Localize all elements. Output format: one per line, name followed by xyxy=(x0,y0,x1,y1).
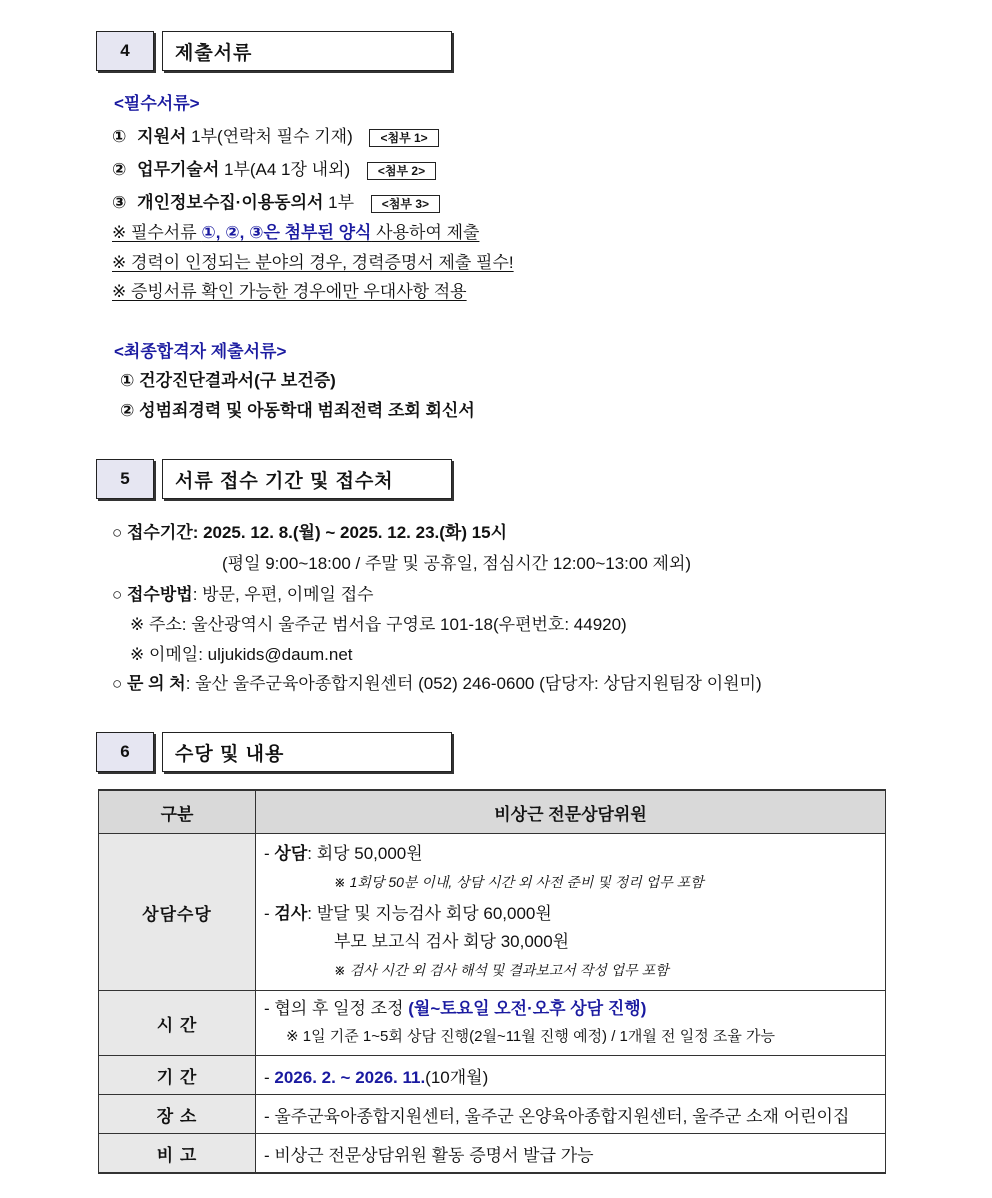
test-fee: : 발달 및 지능검사 회당 60,000원 xyxy=(307,904,552,923)
row-label-remarks: 비 고 xyxy=(99,1134,256,1174)
allowance-table xyxy=(98,789,886,1174)
row-content-remarks: - 비상근 전문상담위원 활동 증명서 발급 가능 xyxy=(256,1134,886,1174)
section-4-title: 제출서류 xyxy=(162,31,452,71)
counsel-label: 상담 xyxy=(274,844,308,863)
section-5-title: 서류 접수 기간 및 접수처 xyxy=(162,459,452,499)
required-item-2 xyxy=(112,155,436,180)
attachment-tag: <첨부 3> xyxy=(371,195,440,213)
period-months: (10개월) xyxy=(425,1067,489,1087)
test-label: 검사 xyxy=(274,904,308,923)
test-note: ※ 검사 시간 외 검사 해석 및 결과보고서 작성 업무 포함 xyxy=(334,962,669,978)
period-label: ○ 접수기간 xyxy=(112,523,193,542)
item-text: 성범죄경력 및 아동학대 범죄전력 조회 회신서 xyxy=(139,401,475,420)
email-note: ※ 이메일: uljukids@daum.net xyxy=(130,645,353,664)
row-label-time: 시 간 xyxy=(99,991,256,1056)
section-4-number: 4 xyxy=(96,31,154,71)
table-row-remarks xyxy=(99,1134,886,1174)
table-row-time xyxy=(99,991,886,1056)
item-name: 개인정보수집·이용동의서 xyxy=(137,193,324,212)
row-content-place: - 울주군육아종합지원센터, 울주군 온양육아종합지원센터, 울주군 소재 어린이집 xyxy=(256,1095,886,1134)
note-highlight: ①, ②, ③은 첨부된 양식 xyxy=(201,223,372,242)
time-note: ※ 1일 기준 1~5회 상담 진행(2월~11월 진행 예정) / 1개월 전 일정 조율 가능 xyxy=(286,1028,775,1045)
required-docs-header: <필수서류> xyxy=(114,94,200,113)
item-text: 건강진단결과서(구 보건증) xyxy=(139,371,336,390)
method-row xyxy=(112,580,374,605)
contact-row xyxy=(112,669,762,694)
time-line xyxy=(264,995,884,1023)
item-mark: ② xyxy=(120,401,135,420)
row-label-period: 기 간 xyxy=(99,1056,256,1095)
table-row-period xyxy=(99,1056,886,1095)
section-5-number: 5 xyxy=(96,459,154,499)
note-text: 사용하여 제출 xyxy=(371,223,480,242)
dash: - xyxy=(264,904,275,923)
header-position: 비상근 전문상담위원 xyxy=(256,790,886,834)
item-desc: 1부 xyxy=(323,193,355,212)
item-mark: ① xyxy=(112,127,127,146)
note-career-certificate: ※ 경력이 인정되는 분야의 경우, 경력증명서 제출 필수! xyxy=(112,253,514,272)
table-header-row xyxy=(99,790,886,834)
attachment-tag: <첨부 2> xyxy=(367,162,436,180)
parent-test-fee: 부모 보고식 검사 회당 30,000원 xyxy=(334,932,570,951)
address-note: ※ 주소: 울산광역시 울주군 범서읍 구영로 101-18(우편번호: 44920) xyxy=(130,615,627,634)
period-note: (평일 9:00~18:00 / 주말 및 공휴일, 점심시간 12:00~13:00 제외) xyxy=(222,554,692,573)
section-6-number: 6 xyxy=(96,732,154,772)
header-category: 구분 xyxy=(99,790,256,834)
row-content-period xyxy=(256,1056,886,1095)
dash: - xyxy=(264,844,275,863)
item-mark: ③ xyxy=(112,193,127,212)
time-highlight: (월~토요일 오전·오후 상담 진행) xyxy=(408,999,647,1018)
counsel-note: ※ 1회당 50분 이내, 상담 시간 외 사전 준비 및 정리 업무 포함 xyxy=(334,874,704,890)
period-value: : 2025. 12. 8.(월) ~ 2025. 12. 23.(화) 15시 xyxy=(192,523,508,542)
item-mark: ② xyxy=(112,160,127,179)
final-docs-header: <최종합격자 제출서류> xyxy=(114,342,287,361)
contact-value: : 울산 울주군육아종합지원센터 (052) 246-0600 (담당자: 상담지원팀장 이원미) xyxy=(185,674,762,693)
counsel-fee-line xyxy=(264,840,884,868)
time-text: - 협의 후 일정 조정 xyxy=(264,999,409,1018)
item-mark: ① xyxy=(120,371,135,390)
row-label-place: 장 소 xyxy=(99,1095,256,1134)
final-item-1 xyxy=(120,366,336,391)
item-name: 업무기술서 xyxy=(137,160,220,179)
note-text: ※ 필수서류 xyxy=(112,223,202,242)
test-fee-line xyxy=(264,900,884,928)
period-row xyxy=(112,518,507,543)
counsel-fee: : 회당 50,000원 xyxy=(307,844,423,863)
section-6-title: 수당 및 내용 xyxy=(162,732,452,772)
dash: - xyxy=(264,1067,275,1087)
row-content-time xyxy=(256,991,886,1056)
item-desc: 1부(A4 1장 내외) xyxy=(219,160,351,179)
row-label-allowance: 상담수당 xyxy=(99,834,256,991)
required-item-1 xyxy=(112,122,439,147)
final-item-2 xyxy=(120,396,475,421)
note-required-forms xyxy=(112,218,479,243)
note-preference-proof: ※ 증빙서류 확인 가능한 경우에만 우대사항 적용 xyxy=(112,282,467,301)
period-highlight: 2026. 2. ~ 2026. 11. xyxy=(274,1067,426,1087)
row-content-allowance xyxy=(256,834,886,991)
required-item-3 xyxy=(112,188,440,213)
method-label: ○ 접수방법 xyxy=(112,585,193,604)
item-name: 지원서 xyxy=(137,127,187,146)
contact-label: ○ 문 의 처 xyxy=(112,674,186,693)
method-value: : 방문, 우편, 이메일 접수 xyxy=(192,585,374,604)
attachment-tag: <첨부 1> xyxy=(369,129,438,147)
table-row-place xyxy=(99,1095,886,1134)
item-desc: 1부(연락처 필수 기재) xyxy=(186,127,353,146)
table-row-allowance xyxy=(99,834,886,991)
